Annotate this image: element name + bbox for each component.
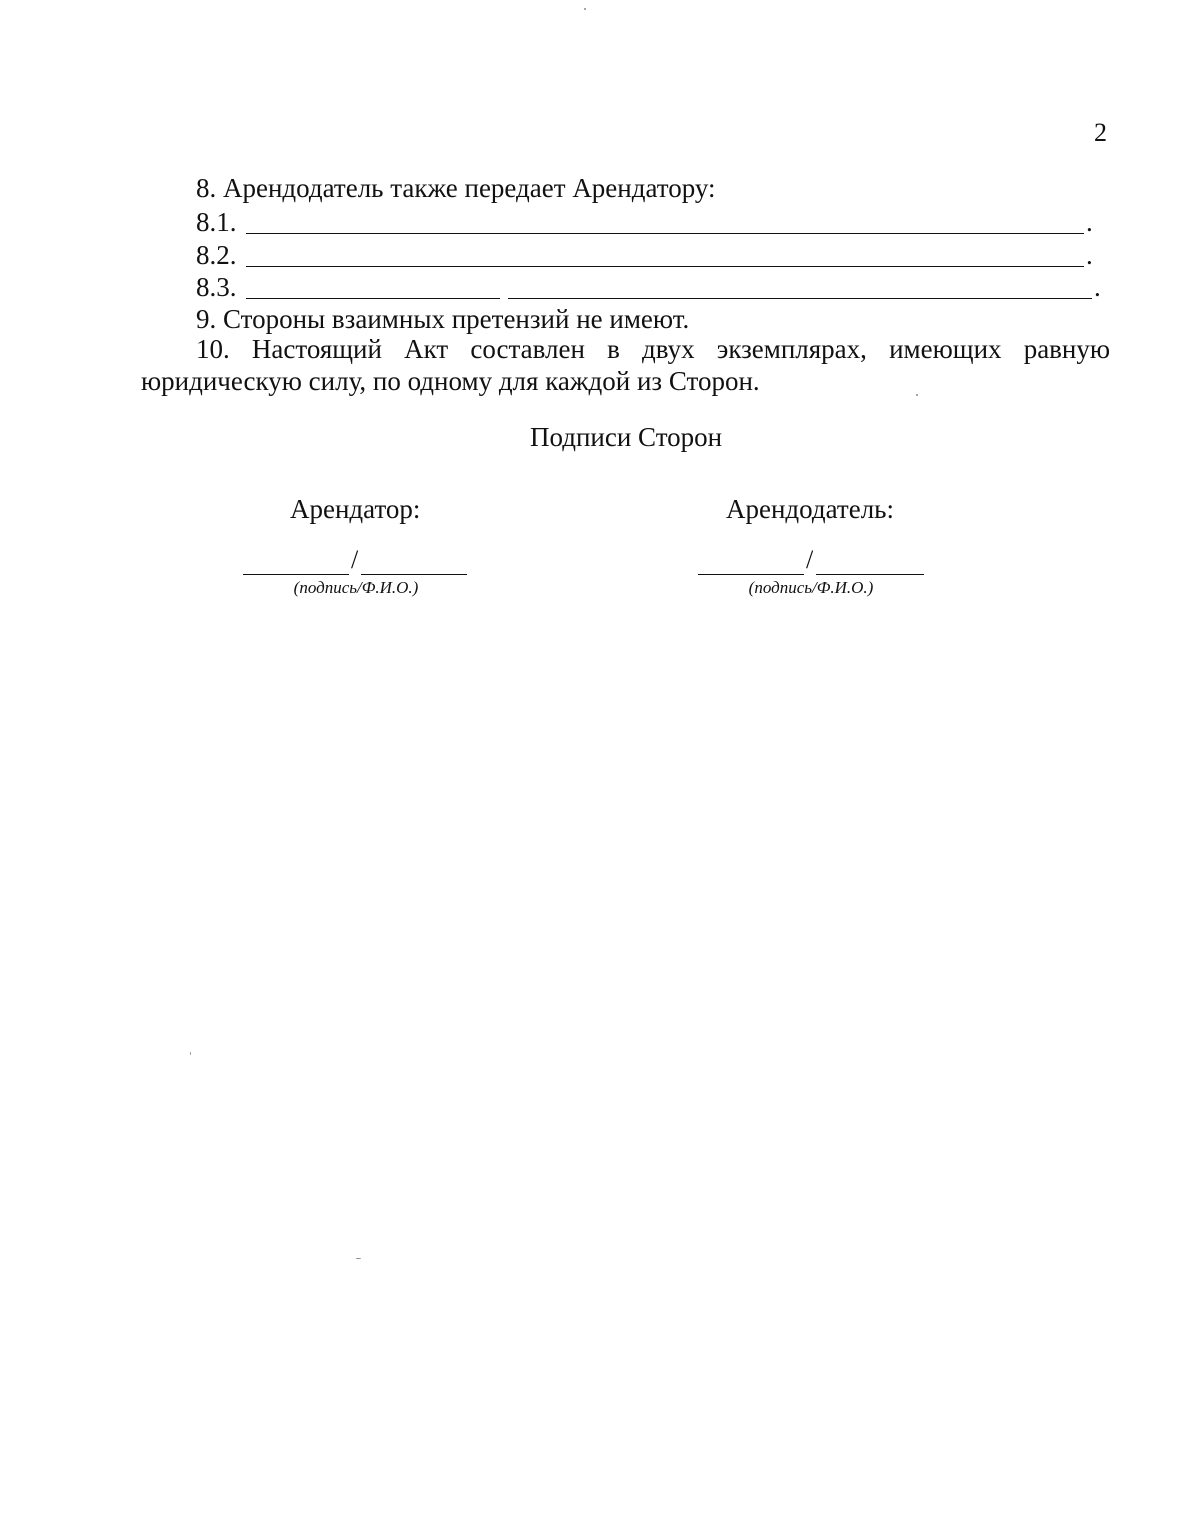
blank-line (246, 298, 500, 299)
word: составлен (470, 334, 585, 364)
signature-line (698, 574, 804, 575)
item-number: 8.2. (196, 240, 237, 270)
signature-caption: (подпись/Ф.И.О.) (293, 578, 419, 597)
item-end-mark: . (1086, 207, 1093, 237)
scan-speck (356, 1258, 361, 1259)
section-10-line-1 (196, 334, 1110, 365)
tenant-signature-block (243, 544, 469, 604)
signatures-heading: Подписи Сторон (530, 422, 723, 452)
tenant-label: Арендатор: (290, 494, 421, 524)
item-end-mark: . (1086, 240, 1093, 270)
signature-slash: / (351, 545, 359, 574)
section-10-line-2: юридическую силу, по одному для каждой из Сторон. (141, 366, 760, 396)
signature-slash: / (806, 545, 814, 574)
item-end-mark: . (1094, 272, 1101, 302)
word: Настоящий (251, 334, 382, 364)
blank-line (246, 233, 1084, 234)
word: 10. (196, 334, 230, 364)
list-item-8-3 (196, 272, 1116, 302)
name-line (361, 574, 467, 575)
blank-line (246, 266, 1084, 267)
landlord-label: Арендодатель: (726, 494, 894, 524)
signature-line (243, 574, 349, 575)
item-number: 8.3. (196, 272, 237, 302)
word: в (607, 334, 620, 364)
scan-speck (190, 1052, 191, 1055)
word: Акт (404, 334, 449, 364)
item-number: 8.1. (196, 207, 237, 237)
landlord-signature-block (698, 544, 924, 604)
section-8-title: 8. Арендодатель также передает Арендатору: (196, 173, 716, 203)
word: равную (1023, 334, 1111, 364)
section-9-text: 9. Стороны взаимных претензий не имеют. (196, 304, 690, 334)
list-item-8-2 (196, 240, 1116, 270)
word: двух (642, 334, 695, 364)
list-item-8-1 (196, 207, 1116, 237)
word: экземплярах, (716, 334, 867, 364)
scan-speck (584, 8, 586, 10)
blank-line (508, 298, 1092, 299)
name-line (816, 574, 924, 575)
word: имеющих (889, 334, 1002, 364)
signature-caption: (подпись/Ф.И.О.) (748, 578, 874, 597)
scan-speck (916, 394, 918, 396)
page-number: 2 (1094, 118, 1107, 147)
